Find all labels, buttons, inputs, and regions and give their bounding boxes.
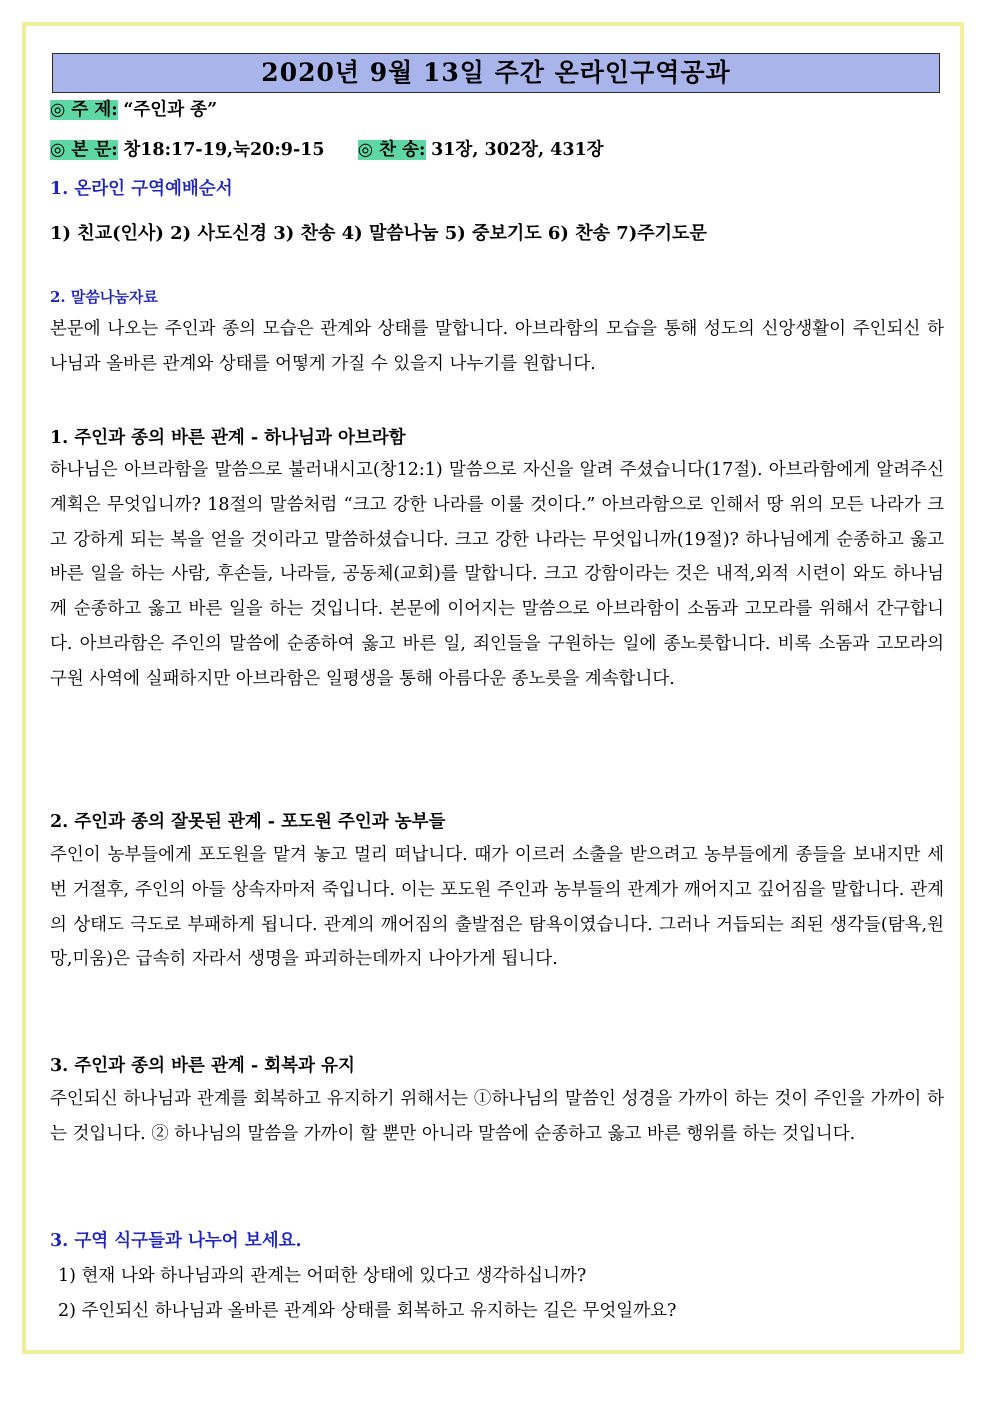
scripture-value: 창18:17-19,눅20:9-15: [123, 140, 325, 160]
section-2-heading: 2. 주인과 종의 잘못된 관계 - 포도원 주인과 농부들: [50, 812, 446, 832]
page-title: 2020년 9월 13일 주간 온라인구역공과: [52, 53, 940, 93]
section-1-heading: 1. 주인과 종의 바른 관계 - 하나님과 아브라함: [50, 428, 406, 448]
text-hymn-row: [50, 136, 604, 161]
topic-label: ◎ 주 제:: [50, 100, 118, 120]
discussion-heading: 3. 구역 식구들과 나누어 보세요.: [50, 1231, 302, 1251]
discussion-question-1: 1) 현재 나와 하나님과의 관계는 어떠한 상태에 있다고 생각하십니까?: [58, 1266, 587, 1286]
section-3-heading: 3. 주인과 종의 바른 관계 - 회복과 유지: [50, 1056, 355, 1076]
topic-value: “주인과 종”: [123, 100, 218, 120]
scripture-label: ◎ 본 문:: [50, 140, 118, 160]
order-items: 1) 친교(인사) 2) 사도신경 3) 찬송 4) 말씀나눔 5) 중보기도 6) 찬송 7)주기도문: [50, 223, 707, 244]
order-heading: 1. 온라인 구역예배순서: [50, 179, 233, 199]
hymn-label: ◎ 찬 송:: [357, 140, 426, 160]
sharing-heading: 2. 말씀나눔자료: [50, 288, 158, 306]
topic-row: [50, 96, 217, 121]
sharing-intro: 본문에 나오는 주인과 종의 모습은 관계와 상태를 말합니다. 아브라함의 모습을 통해 성도의 신앙생활이 주인되신 하나님과 올바른 관계와 상태를 어떻게 가질 수 있을지 나누기를 원합니다.: [50, 319, 944, 374]
section-3-body: 주인되신 하나님과 관계를 회복하고 유지하기 위해서는 ①하나님의 말씀인 성경을 가까이 하는 것이 주인을 가까이 하는 것입니다. ② 하나님의 말씀을 가까이 할 뿐만 아니라 말씀에 순종하고 옳고 바른 행위를 하는 것입니다.: [50, 1089, 944, 1144]
section-1-body: 하나님은 아브라함을 말씀으로 불러내시고(창12:1) 말씀으로 자신을 알려 주셨습니다(17절). 아브라함에게 알려주신 계획은 무엇입니까? 18절의 말씀처럼 “크고 강한 나라를 이룰 것이다.” 아브라함으로 인해서 땅 위의 모든 나라가 크고 강하게 되는 복을 얻을 것이라고 말씀하셨습니다. 크고 강한 나라는 무엇입니까(19절)? 하나님에게 순종하고 옳고 바른 일을 하는 사람, 후손들, 나라들, 공동체(교회)를 말합니다. 크고 강함이라는 것은 내적,외적 시련이 와도 하나님께 순종하고 옳고 바른 일을 하는 것입니다. 본문에 이어지는 말씀으로 아브라함이 소돔과 고모라를 위해서 간구합니다. 아브라함은 주인의 말씀에 순종하여 옳고 바른 일, 죄인들을 구원하는 일에 종노릇합니다. 비록 소돔과 고모라의 구원 사역에 실패하지만 아브라함은 일평생을 통해 아름다운 종노릇을 계속합니다.: [50, 460, 944, 689]
hymn-value: 31장, 302장, 431장: [431, 140, 604, 160]
discussion-question-2: 2) 주인되신 하나님과 올바른 관계와 상태를 회복하고 유지하는 길은 무엇일까요?: [58, 1301, 677, 1321]
section-2-body: 주인이 농부들에게 포도원을 맡겨 놓고 멀리 떠납니다. 때가 이르러 소출을 받으려고 농부들에게 종들을 보내지만 세 번 거절후, 주인의 아들 상속자마저 죽입니다. 이는 포도원 주인과 농부들의 관계가 깨어지고 깊어짐을 말합니다. 관계의 상태도 극도로 부패하게 됩니다. 관계의 깨어짐의 출발점은 탐욕이였습니다. 그러나 거듭되는 죄된 생각들(탐욕,원망,미움)은 급속히 자라서 생명을 파괴하는데까지 나아가게 됩니다.: [50, 845, 944, 970]
